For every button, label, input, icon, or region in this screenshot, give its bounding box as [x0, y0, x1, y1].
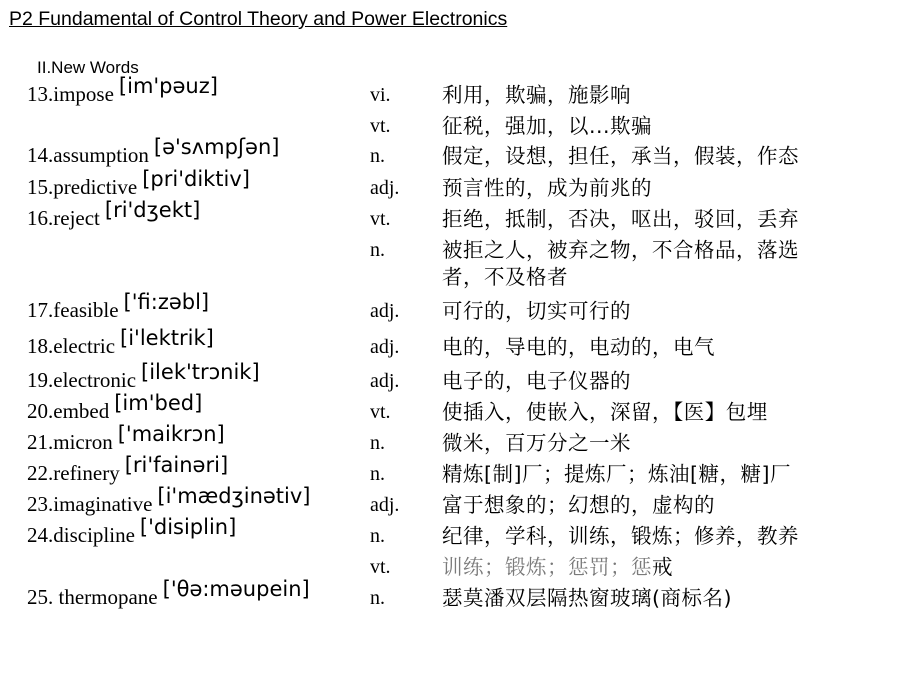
word-text: 15.predictive — [27, 175, 138, 199]
phonetic: ['θə:məupein] — [162, 577, 310, 601]
word-text: 22.refinery — [27, 461, 120, 485]
definition: 被拒之人，被弃之物，不合格品，落选 — [442, 238, 799, 262]
part-of-speech: n. — [370, 525, 385, 547]
slide-title: P2 Fundamental of Control Theory and Power Electronics — [9, 8, 508, 30]
phonetic: [ri'dʒekt] — [104, 198, 201, 222]
definition: 假定，设想，担任，承当，假装，作态 — [442, 144, 799, 168]
definition: 电子的，电子仪器的 — [442, 369, 631, 393]
word-text: 24.discipline — [27, 523, 135, 547]
vocab-word — [27, 577, 310, 610]
word-text: 17.feasible — [27, 298, 119, 322]
part-of-speech: adj. — [370, 300, 400, 322]
definition: 电的，导电的，电动的，电气 — [442, 335, 715, 359]
definition: 拒绝，抵制，否决，呕出，驳回，丢弃 — [442, 207, 799, 231]
part-of-speech: adj. — [370, 370, 400, 392]
part-of-speech: adj. — [370, 494, 400, 516]
part-of-speech: adj. — [370, 336, 400, 358]
definition: 使插入，使嵌入，深留，【医】包埋 — [442, 400, 768, 424]
vocab-word — [27, 198, 201, 231]
word-text: 16.reject — [27, 206, 100, 230]
word-text: 21.micron — [27, 430, 113, 454]
part-of-speech: vi. — [370, 84, 391, 106]
phonetic: [ə'sʌmpʃən] — [153, 135, 280, 159]
definition: 利用，欺骗，施影响 — [442, 83, 631, 107]
part-of-speech: n. — [370, 239, 385, 261]
part-of-speech: n. — [370, 432, 385, 454]
vocab-word — [27, 484, 311, 517]
part-of-speech: vt. — [370, 115, 391, 137]
vocab-row-electric — [0, 326, 900, 365]
part-of-speech: vt. — [370, 208, 391, 230]
definition: 可行的，切实可行的 — [442, 299, 631, 323]
definition-end: 戒 — [652, 555, 673, 579]
definition: 微米，百万分之一米 — [442, 431, 631, 455]
phonetic: ['disiplin] — [139, 515, 237, 539]
phonetic: [i'mædʒinətiv] — [157, 484, 311, 508]
phonetic: [pri'diktiv] — [142, 167, 250, 191]
phonetic: [ilek'trɔnik] — [141, 360, 260, 384]
phonetic: [im'bed] — [114, 391, 203, 415]
part-of-speech: vt. — [370, 401, 391, 423]
word-text: 23.imaginative — [27, 492, 153, 516]
vocab-word — [27, 391, 203, 424]
vocab-word — [27, 74, 218, 107]
part-of-speech: n. — [370, 463, 385, 485]
vocab-row-feasible — [0, 290, 900, 329]
definition — [442, 550, 673, 580]
word-text: 25. thermopane — [27, 585, 158, 609]
vocab-word — [27, 422, 225, 455]
phonetic: ['fi:zəbl] — [123, 290, 210, 314]
definition-continued: 者，不及格者 — [442, 265, 568, 289]
vocab-row-assumption — [0, 135, 900, 174]
phonetic: [i'lektrik] — [120, 326, 214, 350]
phonetic: ['maikrɔn] — [117, 422, 225, 446]
vocab-word — [27, 360, 260, 393]
word-text: 19.electronic — [27, 368, 137, 392]
definition-faded: 训练；锻炼；惩罚；惩 — [442, 555, 652, 579]
definition: 精炼[制]厂；提炼厂；炼油[糖，糖]厂 — [442, 462, 791, 486]
vocab-word — [27, 515, 237, 548]
part-of-speech: adj. — [370, 177, 400, 199]
vocab-word — [27, 290, 210, 323]
vocab-word — [27, 326, 214, 359]
phonetic: [ri'fainəri] — [124, 453, 229, 477]
word-text: 18.electric — [27, 334, 116, 358]
vocab-row-thermopane — [0, 577, 900, 616]
vocab-word — [27, 453, 229, 486]
word-text: 14.assumption — [27, 143, 149, 167]
definition: 富于想象的；幻想的，虚构的 — [442, 493, 715, 517]
definition: 征税，强加，以...欺骗 — [442, 114, 653, 138]
phonetic: [im'pəuz] — [118, 74, 218, 98]
word-text: 13.impose — [27, 82, 114, 106]
part-of-speech: vt. — [370, 556, 391, 578]
definition: 预言性的，成为前兆的 — [442, 176, 652, 200]
definition: 纪律，学科，训练，锻炼；修养，教养 — [442, 524, 799, 548]
definition: 瑟莫潘双层隔热窗玻璃(商标名) — [442, 586, 732, 610]
part-of-speech: n. — [370, 145, 385, 167]
vocab-word — [27, 167, 250, 200]
part-of-speech: n. — [370, 587, 385, 609]
vocab-word — [27, 135, 280, 168]
vocab-row-reject-n — [0, 236, 900, 289]
section-heading: II.New Words — [37, 58, 139, 77]
word-text: 20.embed — [27, 399, 110, 423]
